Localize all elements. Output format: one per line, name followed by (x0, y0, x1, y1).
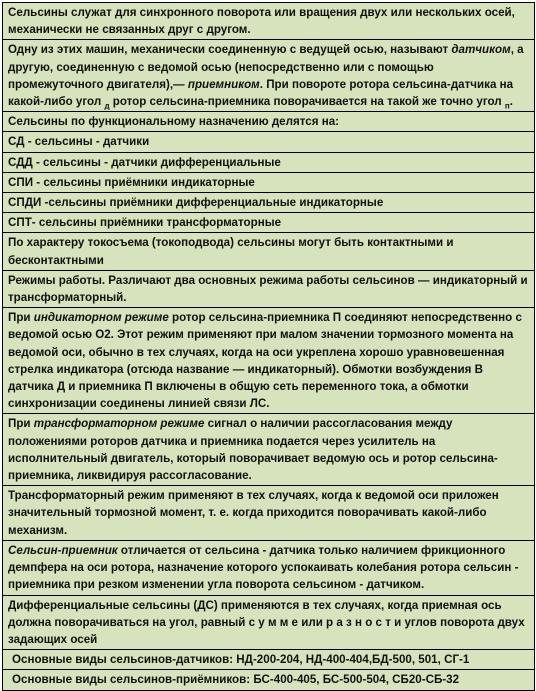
row-definition: Одну из этих машин, механически соединенную с ведущей осью, называют датчиком, а другую, соединенную с ведомой осью (непосредственно или с помощью промежуточного двигателя),— приемником. При повороте ротора сельсина-датчика на какой-либо угол $_д$ ротор сельсина-приемника поворачивается на такой же точно угол $_п$. (3, 40, 535, 112)
term-receiver: приемником (187, 77, 260, 91)
term-sensor: датчиком (451, 43, 511, 57)
row-sensor-models: Основные виды сельсинов-датчиков: НД-200-204, НД-400-404,БД-500, 501, СГ-1 (3, 650, 535, 670)
row-indicator-mode: При индикаторном режиме ротор сельсина-приемника П соединяют непосредственно с ведомой осью О2. Этот режим применяют при малом значении тормозного момента на ведомой оси, обычно в тех случаях, когда на оси укреплена хорошо уравновешенная стрелка индикатора (отсюда название — индикаторный). Обмотки возбуждения В датчика Д и приемника П включены в общую сеть переменного тока, а обмотки синхронизации соединены линией связи ЛС. (3, 308, 535, 414)
table-row (3, 112, 535, 132)
row-transformer-mode: При трансформаторном режиме сигнал о наличии рассогласования между положениями роторов датчика и приемника подается через усилитель на исполнительный двигатель, который поворачивает ведомую ось и ротор сельсина-приемника, ликвидируя рассогласование. (3, 414, 535, 486)
table-row (3, 40, 535, 112)
table-row (3, 213, 535, 233)
term-indicator-mode: индикаторном режиме (33, 311, 169, 325)
row-differential: Дифференциальные сельсины (ДС) применяются в тех случаях, когда приемная ось должна поворачиваться на угол, равный с у м м е или р а з н о с т и углов поворота двух задающих осей (3, 595, 535, 650)
table-row (3, 540, 535, 595)
table-row (3, 3, 535, 40)
term-selsyn-receiver: Сельсин-приемник (8, 543, 118, 557)
row-receiver-models: Основные виды сельсинов-приёмников: БС-400-405, БС-500-504, СБ20-СБ-32 (3, 670, 535, 690)
table-row (3, 152, 535, 172)
table-row (3, 193, 535, 213)
table-row (3, 414, 535, 486)
table-row (3, 132, 535, 152)
table-row (3, 233, 535, 270)
row-type-spt: СПТ- сельсины приёмники трансформаторные (3, 213, 535, 233)
row-type-sd: СД - сельсины - датчики (3, 132, 535, 152)
row-modes: Режимы работы. Различают два основных режима работы сельсинов — индикаторный и трансформаторный. (3, 270, 535, 307)
table-row (3, 172, 535, 192)
table-row (3, 270, 535, 307)
row-type-spdi: СПДИ -сельсины приёмники дифференциальные индикаторные (3, 193, 535, 213)
term-transformer-mode: трансформаторном режиме (33, 417, 205, 431)
row-receiver-diff: Сельсин-приемник отличается от сельсина - датчика только наличием фрикционного демпфера на оси ротора, назначение которого успокаивать колебания ротора сельсин - приемника при резком изменении угла поворота сельсином - датчиком. (3, 540, 535, 595)
row-purpose: Сельсины служат для синхронного поворота или вращения двух или нескольких осей, механически не связанных друг с другом. (3, 3, 535, 40)
table-row (3, 650, 535, 670)
table-row (3, 595, 535, 650)
table-row (3, 308, 535, 414)
document-table (2, 2, 535, 691)
row-type-spi: СПИ - сельсины приёмники индикаторные (3, 172, 535, 192)
row-classification-heading: Сельсины по функциональному назначению делятся на: (3, 112, 535, 132)
row-transformer-usage: Трансформаторный режим применяют в тех случаях, когда к ведомой оси приложен значительный тормозной момент, т. е. когда приходится поворачивать какой-либо механизм. (3, 486, 535, 541)
row-contact-type: По характеру токосъема (токоподвода) сельсины могут быть контактными и бесконтактными (3, 233, 535, 270)
table-row (3, 486, 535, 541)
row-type-sdd: СДД - сельсины - датчики дифференциальные (3, 152, 535, 172)
